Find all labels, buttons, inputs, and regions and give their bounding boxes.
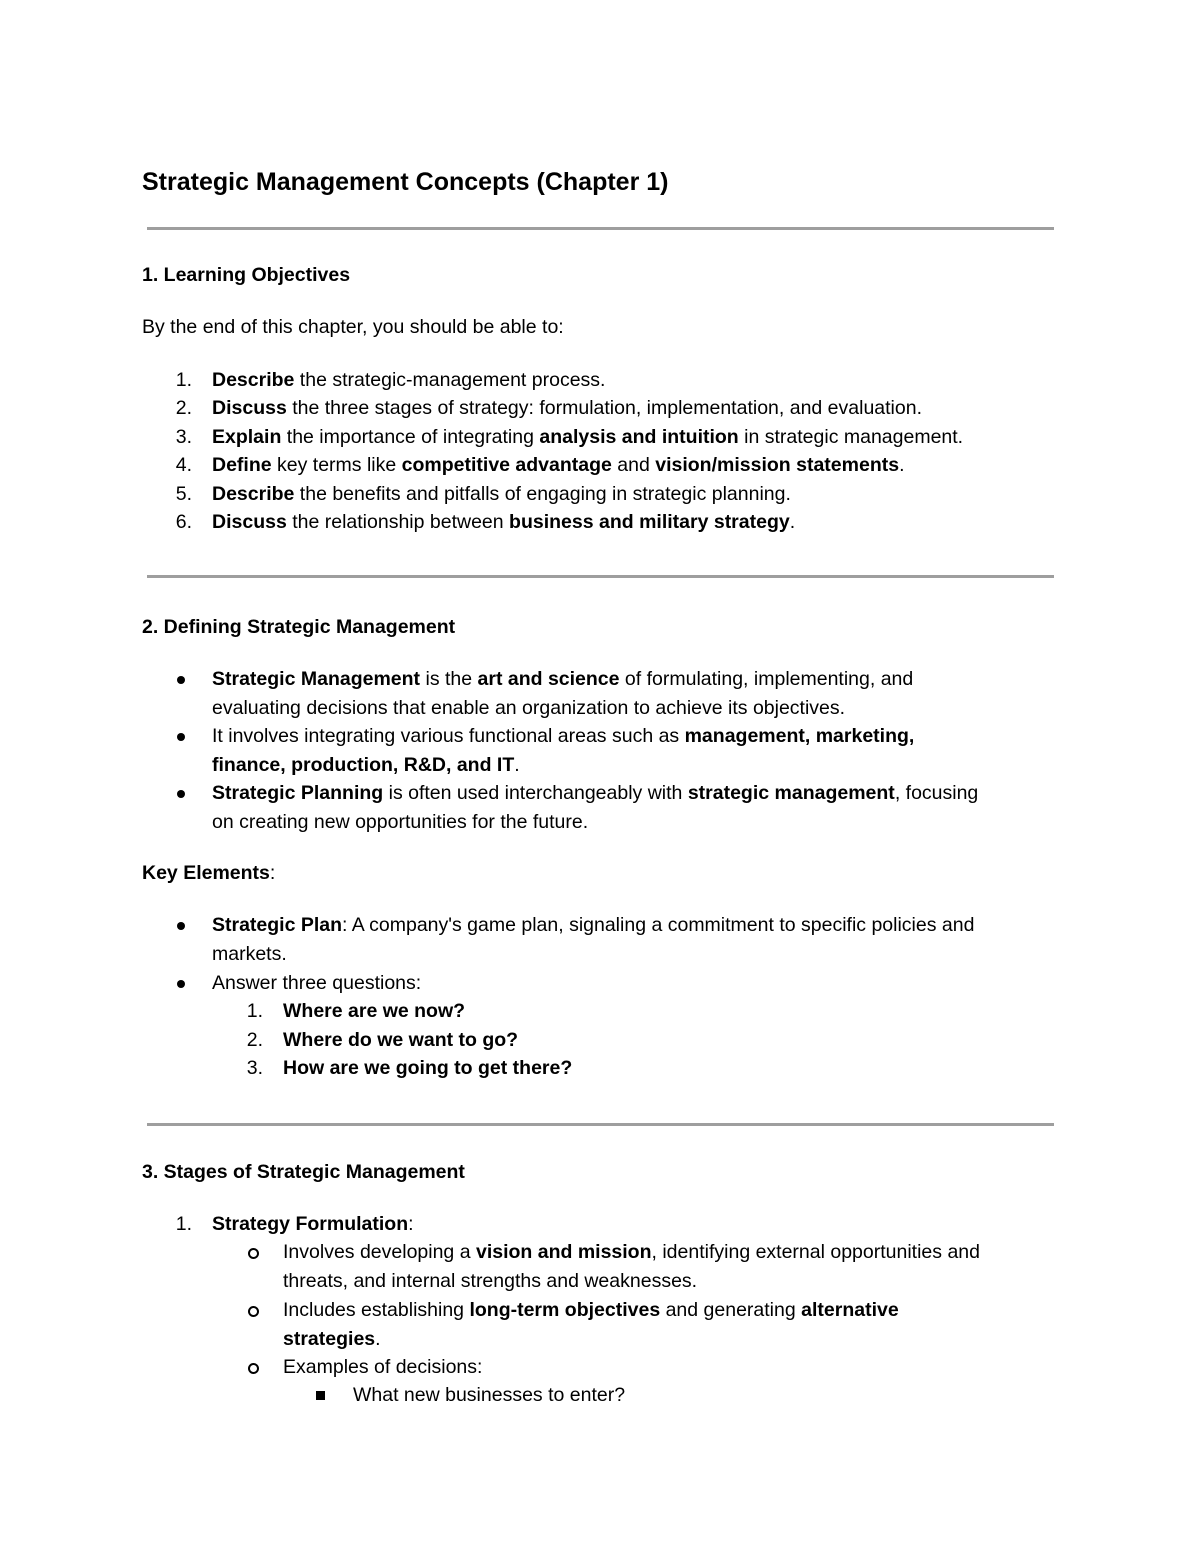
bold-text: analysis and intuition bbox=[539, 426, 739, 448]
text-segment: and generating bbox=[660, 1299, 802, 1321]
text-segment: the three stages of strategy: formulation, implementation, and evaluation. bbox=[286, 397, 922, 419]
bold-text: art and science bbox=[477, 668, 620, 690]
definition-bullet-line bbox=[212, 724, 914, 748]
learning-objective-item bbox=[212, 425, 963, 449]
bullet-dot-icon bbox=[177, 980, 185, 988]
bold-text: Strategic Planning bbox=[212, 782, 384, 804]
horizontal-rule bbox=[147, 1123, 1054, 1126]
bold-text: Discuss bbox=[212, 511, 287, 533]
bold-text: strategies bbox=[283, 1328, 376, 1350]
text-segment: the importance of integrating bbox=[281, 426, 540, 448]
question-item bbox=[283, 1056, 572, 1080]
section-heading-defining: 2. Defining Strategic Management bbox=[142, 616, 456, 638]
bold-text: Strategic Plan bbox=[212, 914, 343, 936]
key-element-line bbox=[212, 942, 287, 966]
list-number: 2. bbox=[246, 1029, 263, 1051]
text-segment: evaluating decisions that enable an organization to achieve its objectives. bbox=[212, 697, 846, 719]
square-bullet-icon bbox=[316, 1391, 325, 1400]
key-elements-label-text: Key Elements bbox=[142, 862, 270, 884]
definition-bullet-line bbox=[212, 781, 978, 805]
bullet-circle-icon bbox=[248, 1306, 259, 1317]
text-segment: and bbox=[611, 454, 656, 476]
text-segment: Answer three questions: bbox=[212, 972, 422, 994]
text-segment: markets. bbox=[212, 943, 287, 965]
key-element-line bbox=[212, 913, 974, 937]
text-segment: the strategic-management process. bbox=[294, 369, 606, 391]
bold-text: Strategic Management bbox=[212, 668, 421, 690]
text-segment: threats, and internal strengths and weaknesses. bbox=[283, 1270, 698, 1292]
bold-text: Describe bbox=[212, 483, 295, 505]
question-text: Where are we now? bbox=[283, 1000, 466, 1022]
bold-text: finance, production, R&D, and IT bbox=[212, 754, 515, 776]
bold-text: strategic management bbox=[687, 782, 895, 804]
text-segment: is the bbox=[420, 668, 478, 690]
key-element-line bbox=[212, 971, 421, 995]
list-number: 3. bbox=[175, 426, 192, 448]
bullet-dot-icon bbox=[177, 676, 185, 684]
text-segment: Includes establishing bbox=[283, 1299, 470, 1321]
bold-text: long-term objectives bbox=[469, 1299, 661, 1321]
text-segment: in strategic management. bbox=[738, 426, 964, 448]
learning-objective-item bbox=[212, 396, 922, 420]
section-heading-stages: 3. Stages of Strategic Management bbox=[142, 1161, 465, 1183]
formulation-sub-line bbox=[283, 1327, 381, 1351]
definition-bullet-line bbox=[212, 667, 913, 691]
text-segment: Examples of decisions: bbox=[283, 1356, 483, 1378]
question-text: Where do we want to go? bbox=[283, 1029, 519, 1051]
text-segment: : A company's game plan, signaling a commitment to specific policies and bbox=[342, 914, 975, 936]
text-segment: key terms like bbox=[271, 454, 402, 476]
horizontal-rule bbox=[147, 227, 1054, 230]
bold-text: Explain bbox=[212, 426, 282, 448]
list-number: 1. bbox=[175, 369, 192, 391]
learning-objective-item bbox=[212, 510, 795, 534]
formulation-sub-line bbox=[283, 1240, 980, 1264]
bold-text: competitive advantage bbox=[401, 454, 612, 476]
bullet-dot-icon bbox=[177, 790, 185, 798]
question-item bbox=[283, 999, 465, 1023]
stage-formulation-label bbox=[212, 1212, 414, 1236]
document-title: Strategic Management Concepts (Chapter 1) bbox=[142, 168, 669, 196]
bold-text: Discuss bbox=[212, 397, 287, 419]
horizontal-rule bbox=[147, 575, 1054, 578]
list-number: 3. bbox=[246, 1057, 263, 1079]
definition-bullet-line bbox=[212, 753, 520, 777]
bold-text: alternative bbox=[801, 1299, 899, 1321]
bullet-circle-icon bbox=[248, 1248, 259, 1259]
decision-example: What new businesses to enter? bbox=[353, 1384, 626, 1406]
bold-text: Define bbox=[212, 454, 272, 476]
text-segment: . bbox=[375, 1328, 381, 1350]
bold-text: business and military strategy bbox=[509, 511, 790, 533]
bold-text: management, marketing, bbox=[684, 725, 915, 747]
question-text: How are we going to get there? bbox=[283, 1057, 573, 1079]
text-segment: . bbox=[899, 454, 905, 476]
text-segment: . bbox=[514, 754, 520, 776]
stage-formulation-colon: : bbox=[408, 1213, 414, 1235]
learning-objective-item bbox=[212, 453, 905, 477]
text-segment: , focusing bbox=[894, 782, 979, 804]
text-segment: the benefits and pitfalls of engaging in strategic planning. bbox=[294, 483, 791, 505]
text-segment: on creating new opportunities for the future. bbox=[212, 811, 589, 833]
list-number: 1. bbox=[246, 1000, 263, 1022]
text-segment: the relationship between bbox=[286, 511, 510, 533]
question-item bbox=[283, 1028, 518, 1052]
section-heading-learning-objectives: 1. Learning Objectives bbox=[142, 264, 351, 286]
list-number: 4. bbox=[175, 454, 192, 476]
bullet-dot-icon bbox=[177, 922, 185, 930]
formulation-sub-line bbox=[283, 1269, 697, 1293]
intro-paragraph: By the end of this chapter, you should be able to: bbox=[142, 316, 564, 338]
key-elements-colon: : bbox=[269, 862, 276, 884]
text-segment: Involves developing a bbox=[283, 1241, 476, 1263]
text-segment: is often used interchangeably with bbox=[383, 782, 688, 804]
definition-bullet-line bbox=[212, 696, 845, 720]
learning-objective-item bbox=[212, 482, 791, 506]
list-number: 2. bbox=[175, 397, 192, 419]
stage-formulation-text: Strategy Formulation bbox=[212, 1213, 409, 1235]
bold-text: Describe bbox=[212, 369, 295, 391]
list-number: 6. bbox=[175, 511, 192, 533]
list-number: 5. bbox=[175, 483, 192, 505]
bullet-dot-icon bbox=[177, 733, 185, 741]
definition-bullet-line bbox=[212, 810, 588, 834]
text-segment: It involves integrating various functional areas such as bbox=[212, 725, 685, 747]
formulation-sub-line bbox=[283, 1355, 482, 1379]
formulation-sub-line bbox=[283, 1298, 899, 1322]
text-segment: , identifying external opportunities and bbox=[651, 1241, 980, 1263]
bold-text: vision/mission statements bbox=[655, 454, 900, 476]
bold-text: vision and mission bbox=[475, 1241, 652, 1263]
learning-objective-item bbox=[212, 368, 605, 392]
key-elements-label bbox=[142, 862, 275, 885]
text-segment: of formulating, implementing, and bbox=[619, 668, 914, 690]
list-number: 1. bbox=[175, 1213, 192, 1235]
text-segment: . bbox=[789, 511, 796, 533]
bullet-circle-icon bbox=[248, 1363, 259, 1374]
